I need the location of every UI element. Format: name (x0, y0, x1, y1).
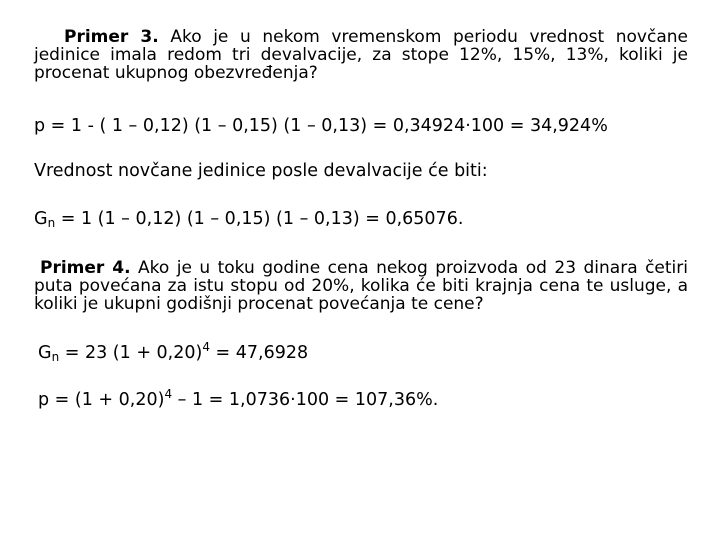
formula-p-increase (38, 389, 438, 411)
formula-gn-price (38, 342, 308, 364)
p-expression-part2: – 1 = 1,0736·100 = 107,36%. (172, 390, 439, 410)
gn-symbol: G (38, 343, 52, 363)
formula-gn-devaluation (34, 208, 463, 230)
example-4-heading: Primer 4. (40, 258, 131, 278)
p-exponent: 4 (164, 387, 173, 401)
example-3-heading: Primer 3. (64, 27, 159, 47)
gn-expression-part2: = 47,6928 (209, 343, 309, 363)
gn-subscript: n (47, 216, 56, 230)
example-4-paragraph (34, 259, 688, 313)
example-4-text: Ako je u toku godine cena nekog proizvoda od 23 dinara četiri puta povećana za istu stopu od 20%, kolika će biti krajnja cena te usluge, a koliki je ukupni godišnji procenat povećanja te cene? (34, 258, 688, 314)
gn-expression-part1: = 23 (1 + 0,20) (59, 343, 203, 363)
gn-subscript: n (51, 350, 60, 364)
p-expression-part1: p = (1 + 0,20) (38, 390, 165, 410)
gn-symbol: G (34, 209, 48, 229)
example-3-paragraph (34, 28, 688, 82)
example-3-text: Ako je u nekom vremenskom periodu vrednost novčane jedinice imala redom tri devalvacije, za stope 12%, 15%, 13%, koliki je procenat ukupnog obezvređenja? (34, 27, 688, 83)
gn-exponent: 4 (202, 340, 210, 354)
gn-expression: = 1 (1 – 0,12) (1 – 0,15) (1 – 0,13) = 0,65076. (55, 209, 464, 229)
statement-currency-value: Vrednost novčane jedinice posle devalvacije će biti: (34, 161, 488, 181)
formula-p-devaluation: p = 1 - ( 1 – 0,12) (1 – 0,15) (1 – 0,13) = 0,34924·100 = 34,924% (34, 116, 608, 136)
